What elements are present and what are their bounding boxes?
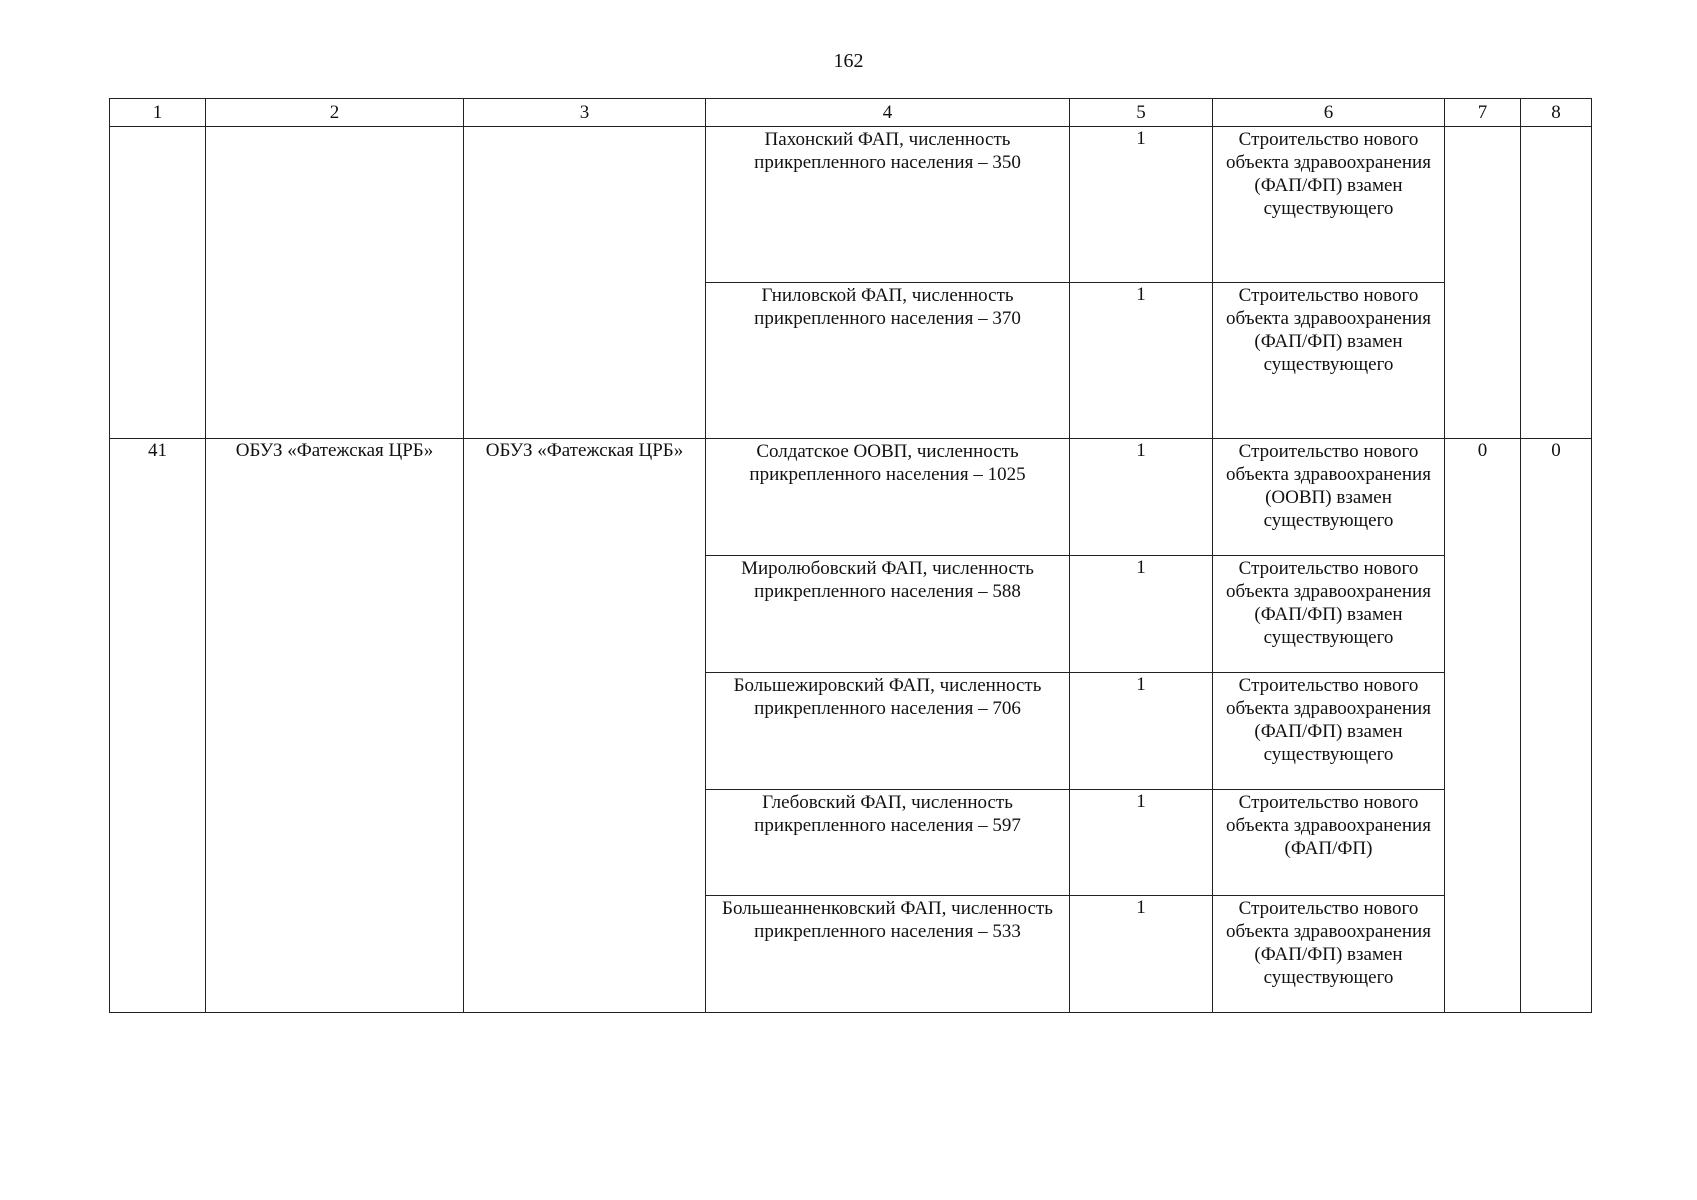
table-row xyxy=(110,127,1592,283)
count-cell: 1 xyxy=(1070,896,1213,1013)
page-number: 162 xyxy=(833,50,864,72)
number-cell: 41 xyxy=(110,439,206,1013)
facilities-table xyxy=(109,98,1592,1013)
table-row xyxy=(110,439,1592,556)
facility-cell: Глебовский ФАП, численность прикрепленного населения – 597 xyxy=(706,790,1070,896)
action-cell: Строительство нового объекта здравоохранения (ФАП/ФП) взамен существующего xyxy=(1213,896,1445,1013)
header-cell: 3 xyxy=(464,99,706,127)
header-row xyxy=(110,99,1592,127)
header-cell: 5 xyxy=(1070,99,1213,127)
facility-cell: Миролюбовский ФАП, численность прикрепленного населения – 588 xyxy=(706,556,1070,673)
count-cell: 1 xyxy=(1070,283,1213,439)
action-cell: Строительство нового объекта здравоохранения (ФАП/ФП) взамен существующего xyxy=(1213,556,1445,673)
header-cell: 7 xyxy=(1445,99,1521,127)
count-cell: 1 xyxy=(1070,556,1213,673)
organization-cell: ОБУЗ «Фатежская ЦРБ» xyxy=(206,439,464,1013)
facility-cell: Солдатское ООВП, численность прикрепленного населения – 1025 xyxy=(706,439,1070,556)
action-cell: Строительство нового объекта здравоохранения (ФАП/ФП) взамен существующего xyxy=(1213,127,1445,283)
count-cell: 1 xyxy=(1070,439,1213,556)
facility-cell: Пахонский ФАП, численность прикрепленного населения – 350 xyxy=(706,127,1070,283)
action-cell: Строительство нового объекта здравоохранения (ФАП/ФП) взамен существующего xyxy=(1213,673,1445,790)
header-cell: 4 xyxy=(706,99,1070,127)
facility-cell: Большеанненковский ФАП, численность прикрепленного населения – 533 xyxy=(706,896,1070,1013)
col7-cell: 0 xyxy=(1445,439,1521,1013)
header-cell: 6 xyxy=(1213,99,1445,127)
col8-cell: 0 xyxy=(1521,439,1592,1013)
facility-cell: Гниловской ФАП, численность прикрепленного населения – 370 xyxy=(706,283,1070,439)
organization-cell xyxy=(206,127,464,439)
header-cell: 2 xyxy=(206,99,464,127)
facility-cell: Большежировский ФАП, численность прикрепленного населения – 706 xyxy=(706,673,1070,790)
count-cell: 1 xyxy=(1070,790,1213,896)
header-cell: 1 xyxy=(110,99,206,127)
col8-cell xyxy=(1521,127,1592,439)
number-cell xyxy=(110,127,206,439)
col7-cell xyxy=(1445,127,1521,439)
action-cell: Строительство нового объекта здравоохранения (ООВП) взамен существующего xyxy=(1213,439,1445,556)
count-cell: 1 xyxy=(1070,673,1213,790)
count-cell: 1 xyxy=(1070,127,1213,283)
header-cell: 8 xyxy=(1521,99,1592,127)
action-cell: Строительство нового объекта здравоохранения (ФАП/ФП) взамен существующего xyxy=(1213,283,1445,439)
operator-cell: ОБУЗ «Фатежская ЦРБ» xyxy=(464,439,706,1013)
operator-cell xyxy=(464,127,706,439)
action-cell: Строительство нового объекта здравоохранения (ФАП/ФП) xyxy=(1213,790,1445,896)
